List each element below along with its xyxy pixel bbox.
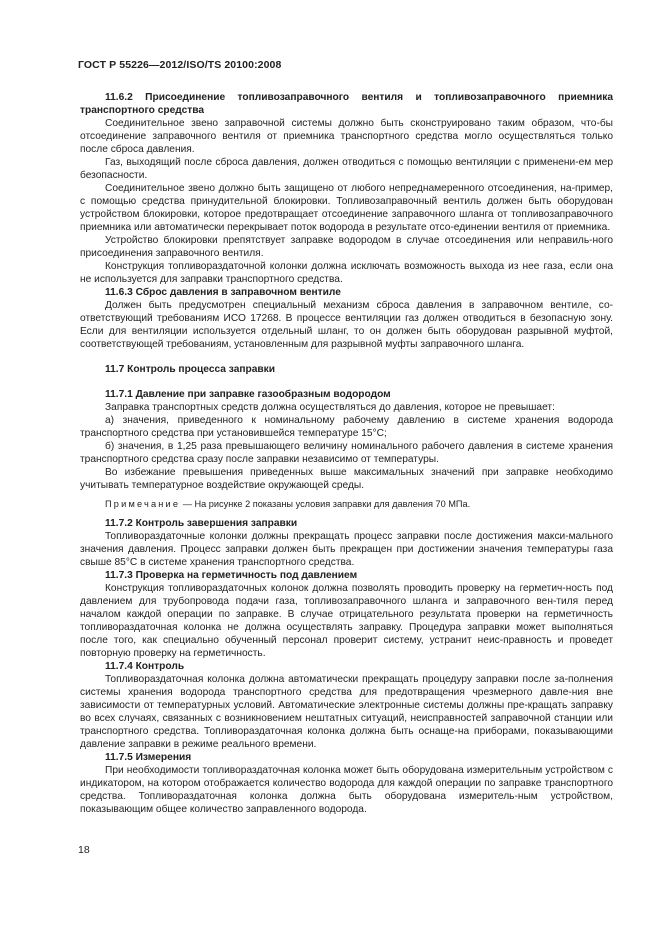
paragraph: Во избежание превышения приведенных выше максимальных значений при заправке необходимо учитывать температурное воздействие окружающей среды. (80, 467, 613, 491)
note-text: — На рисунке 2 показаны условия заправки для давления 70 МПа. (180, 499, 471, 509)
paragraph: Должен быть предусмотрен специальный механизм сброса давления в заправочном вентиле, со-ответствующий требованиям ИСО 17268. В процессе вентиляции газ должен отводиться в безопасную зону. Если для вентиляции используется отдельный шланг, то он должен быть оборудован разрывной муфтой, соответствующей требованиям, установленным для разрывной муфты заправочного шланга. (80, 300, 613, 350)
document-header: ГОСТ Р 55226—2012/ISO/TS 20100:2008 (78, 59, 282, 71)
paragraph: Устройство блокировки препятствует заправке водородом в случае отсоединения или неправиль-ного присоединения заправочного вентиля. (80, 235, 613, 259)
section-heading: 11.7 Контроль процесса заправки (105, 364, 276, 375)
paragraph: Конструкция топливораздаточной колонки должна исключать возможность выхода из нее газа, если она не используется для заправки транспортного средства. (80, 261, 613, 285)
paragraph: Заправка транспортных средств должна осуществляться до давления, которое не превышает: (105, 402, 555, 413)
paragraph: Конструкция топливораздаточных колонок должна позволять проводить проверку на герметич-ность под давлением для трубопровода подачи газа, топливозаправочного шланга и заправочного вен-тиля перед началом каждой операции по заправке. В случае отрицательного результата проверки на герметичность топливораздаточная колонка не должна осуществлять заправку. Процедура заправки может выполняться после того, как специально обученный персонал проверит систему, устранит неис-правность и проведет повторную проверку на герметичность. (80, 583, 613, 659)
note-label: Примечание (105, 499, 181, 509)
section-heading: 11.7.2 Контроль завершения заправки (105, 518, 298, 529)
page-number: 18 (78, 844, 90, 856)
section-heading: 11.7.3 Проверка на герметичность под давлением (105, 570, 358, 581)
section-heading: 11.6.3 Сброс давления в заправочном вентиле (105, 287, 341, 298)
section-heading: 11.7.1 Давление при заправке газообразным водородом (105, 389, 391, 400)
paragraph: При необходимости топливораздаточная колонка может быть оборудована измерительным устройством с индикатором, на котором отображается количество водорода для каждой операции по заправке транспортного средства. Топливораздаточная колонка должна быть оборудована измеритель-ным устройством, показывающим общее количество заправленного водорода. (80, 765, 613, 815)
list-item: а) значения, приведенного к номинальному рабочему давлению в системе хранения водорода транспортного средства при установившейся температуре 15°С; (80, 415, 613, 439)
list-item: б) значения, в 1,25 раза превышающего величину номинального рабочего давления в системе хранения транспортного средства сразу после заправки независимо от температуры. (80, 441, 613, 465)
paragraph: Соединительное звено должно быть защищено от любого непреднамеренного отсоединения, на-пример, с помощью средства принудительной блокировки. Топливозаправочный вентиль должен быть оборудован устройством блокировки, которое предотвращает отсоединение заправочного шланга от топливозаправочного приемника или автоматически перекрывает поток водорода в результате отсо-единении вентиля от приемника. (80, 183, 613, 233)
paragraph: Топливораздаточная колонка должна автоматически прекращать процедуру заправки после за-полнения системы хранения водорода транспортного средства для предотвращения чрезмерного давле-ния вне зависимости от температурных условий. Автоматические электронные системы должны пре-кращать заправку во всех случаях, связанных с возникновением нештатных ситуаций, неисправностей заправочной станции или транспортного средства. Топливораздаточная колонка должна быть оснаще-на приборами, показывающими давление заправки в режиме реального времени. (80, 674, 613, 750)
document-body (80, 91, 613, 816)
section-heading: 11.7.5 Измерения (105, 752, 192, 763)
paragraph: Топливораздаточные колонки должны прекращать процесс заправки после достижения макси-мального значения давления. Процесс заправки должен быть прекращен при достижении значения температуры газа свыше 85°С в системе хранения транспортного средства. (80, 531, 613, 568)
paragraph: Газ, выходящий после сброса давления, должен отводиться с помощью вентиляции с применени-ем мер безопасности. (80, 157, 613, 181)
section-heading: 11.6.2 Присоединение топливозаправочного вентиля и топливозаправочного приемника транспортного средства (80, 92, 613, 116)
note (80, 498, 613, 511)
section-heading: 11.7.4 Контроль (105, 661, 185, 672)
paragraph: Соединительное звено заправочной системы должно быть сконструировано таким образом, что-бы отсоединение заправочного вентиля от приемника транспортного средства могло осуществляться только после сброса давления. (80, 118, 613, 155)
